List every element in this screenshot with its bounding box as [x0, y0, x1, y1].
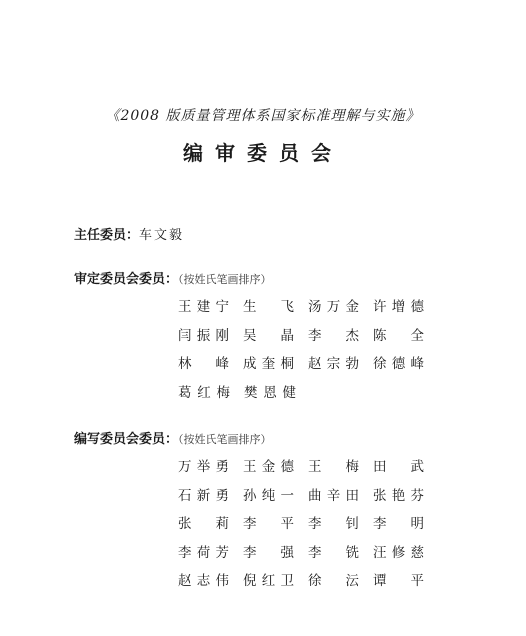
member-name: 闫振刚: [178, 327, 229, 344]
member-name: 李荷芳: [178, 544, 229, 561]
member-name: 徐德峰: [373, 356, 424, 372]
review-sort-note: （按姓氏笔画排序）: [178, 273, 272, 286]
editorial-heading: [74, 428, 272, 447]
member-name: 王金德: [243, 459, 294, 475]
member-name: 李 明: [373, 516, 424, 532]
member-name: 王 梅: [308, 459, 359, 475]
member-name: 陈 全: [373, 327, 424, 344]
member-name: 成奎桐: [243, 356, 294, 372]
member-name: 田 武: [373, 459, 424, 475]
member-name: 赵宗勃: [308, 356, 359, 372]
member-name: 万举勇: [178, 459, 229, 475]
member-name: 张 莉: [178, 516, 229, 532]
editorial-label: 编写委员会委员：: [74, 432, 179, 447]
member-name: 李 杰: [308, 327, 359, 344]
director-name: 车文毅: [139, 228, 185, 243]
member-name: 石新勇: [178, 487, 229, 504]
review-member-list: [178, 295, 438, 409]
member-name: 汤万金: [308, 299, 359, 315]
member-name: 吴 晶: [243, 327, 294, 344]
member-name: 李 平: [243, 516, 294, 532]
editorial-row: [178, 484, 438, 513]
member-name: 汪修慈: [373, 544, 424, 561]
member-name: 赵志伟: [178, 573, 229, 589]
book-title: 《2008 版质量管理体系国家标准理解与实施》: [105, 108, 421, 124]
member-name: 张艳芬: [373, 487, 424, 504]
member-name: 葛红梅: [178, 384, 230, 401]
editorial-sort-note: （按姓氏笔画排序）: [178, 433, 272, 446]
review-row: [178, 381, 438, 410]
member-name: 谭 平: [373, 573, 424, 589]
member-name: 李 铣: [308, 544, 359, 561]
review-row: [178, 352, 438, 381]
member-name: 樊恩健: [244, 384, 296, 401]
editorial-row: [178, 541, 438, 570]
committee-title: 编审委员会: [183, 141, 343, 165]
editorial-member-list: [178, 455, 438, 598]
review-heading: [74, 268, 272, 287]
member-name: 李 强: [243, 544, 294, 561]
review-row: [178, 324, 438, 353]
member-name: 王建宁: [178, 299, 229, 315]
member-name: 许增德: [373, 299, 424, 315]
member-name: 林 峰: [178, 356, 229, 372]
member-name: 曲辛田: [308, 487, 359, 504]
editorial-row: [178, 512, 438, 541]
member-name: 倪红卫: [243, 573, 294, 589]
director-label: 主任委员：: [74, 228, 140, 243]
member-name: 徐 沄: [308, 573, 359, 589]
member-name: 孙纯一: [243, 487, 294, 504]
review-row: [178, 295, 438, 324]
editorial-row: [178, 569, 438, 598]
member-name: 李 钊: [308, 516, 359, 532]
review-label: 审定委员会委员：: [74, 272, 179, 287]
member-name: 生 飞: [243, 299, 294, 315]
director-row: [74, 224, 184, 243]
editorial-row: [178, 455, 438, 484]
